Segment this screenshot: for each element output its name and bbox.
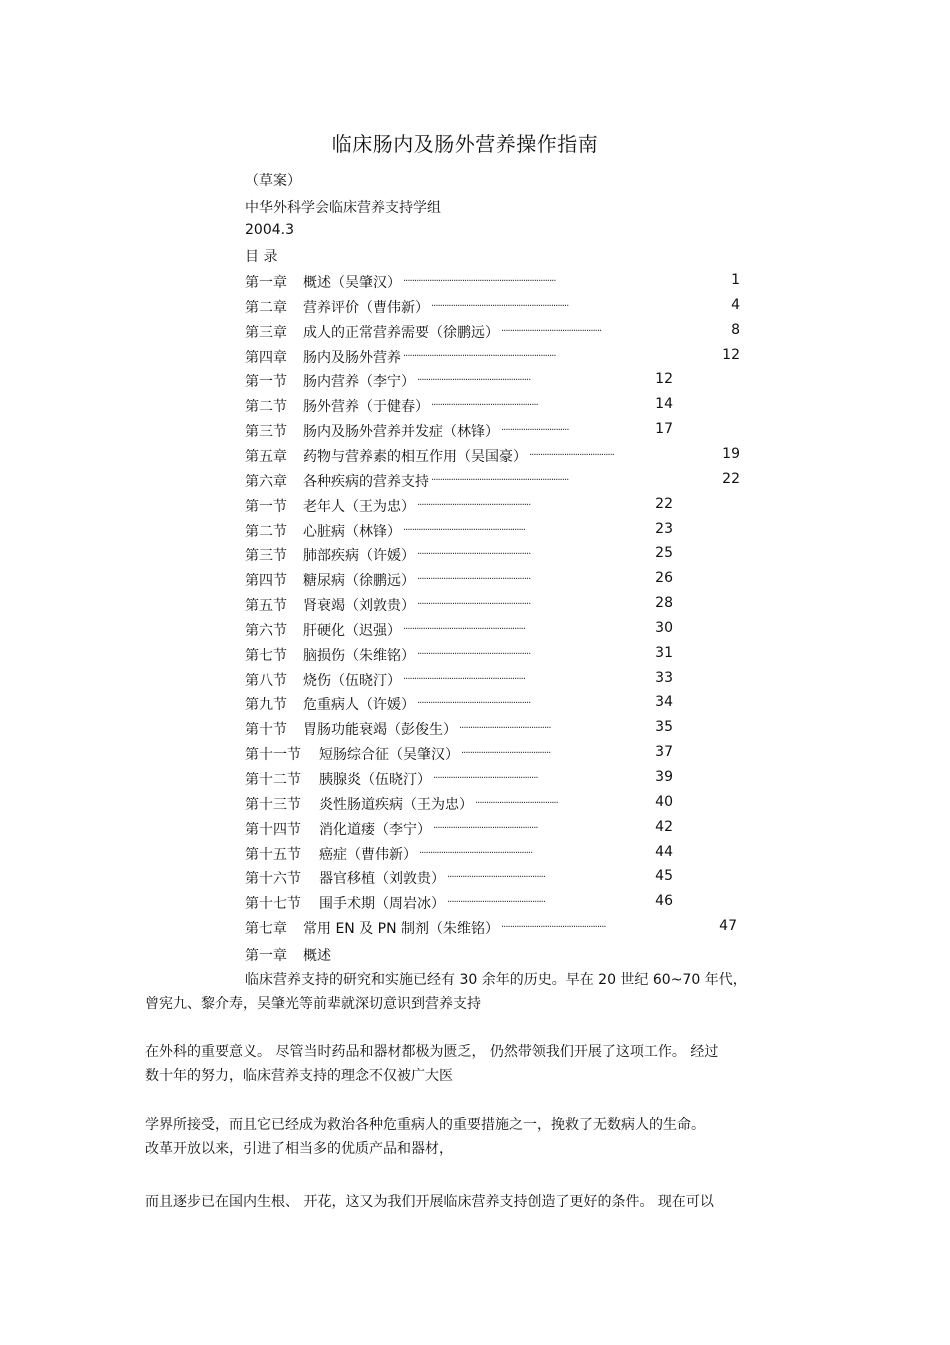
toc-entry-title: 老年人（王为忠） (303, 498, 415, 515)
toc-entry-page: 46 (655, 893, 673, 910)
toc-entry-number: 第三节 (245, 424, 287, 441)
toc-entry-page: 22 (655, 495, 673, 512)
document-date: 2004.3 (245, 222, 294, 238)
toc-leader-dots: ······························································· (431, 474, 569, 486)
draft-label: （草案） (245, 173, 301, 189)
toc-entry-page: 14 (655, 396, 673, 413)
toc-leader-dots: ···················································· (417, 549, 531, 561)
toc-entry-number: 第五节 (245, 598, 287, 615)
paragraph-line: 曾宪九、黎介寿，吴肇光等前辈就深切意识到营养支持 (145, 996, 481, 1012)
toc-entry-title: 糖尿病（徐鹏远） (303, 573, 415, 590)
toc-entry-title: 短肠综合征（吴肇汉） (319, 747, 459, 764)
toc-entry-title: 肾衰竭（刘敦贵） (303, 598, 415, 615)
paragraph-line: 而且逐步已在国内生根、 开花，这又为我们开展临床营养支持创造了更好的条件。 现在可以 (145, 1194, 714, 1210)
toc-leader-dots: ···················································· (417, 499, 531, 511)
toc-entry-number: 第八节 (245, 672, 287, 689)
toc-entry-number: 第二节 (245, 399, 287, 416)
toc-leader-dots: ···················································· (417, 599, 531, 611)
toc-entry-title: 肝硬化（迟强） (303, 622, 401, 639)
toc-entry-number: 第二节 (245, 523, 287, 540)
toc-entry-page: 35 (655, 719, 673, 736)
toc-entry-page: 8 (731, 321, 740, 338)
toc-leader-dots: ···················································· (417, 375, 531, 387)
toc-entry-title: 肠内及肠外营养并发症（林锋） (303, 424, 499, 441)
toc-entry-page: 42 (655, 818, 673, 835)
toc-entry-number: 第七章 (245, 921, 287, 938)
toc-entry-title: 脑损伤（朱维铭） (303, 647, 415, 664)
toc-entry-title: 癌症（曹伟新） (319, 846, 417, 863)
toc-leader-dots: ························································ (403, 673, 526, 685)
toc-leader-dots: ························································ (403, 524, 526, 536)
toc-entry-page: 22 (722, 470, 740, 487)
toc-leader-dots: ·············································· (501, 325, 602, 337)
toc-entry-title: 各种疾病的营养支持 (303, 473, 429, 490)
toc-leader-dots: ················································ (501, 922, 606, 934)
toc-entry-number: 第二章 (245, 299, 287, 316)
toc-leader-dots: ················································· (431, 400, 538, 412)
toc-entry-number: 第十二节 (245, 772, 301, 788)
organization: 中华外科学会临床营养支持学组 (245, 200, 441, 216)
toc-entry-page: 17 (655, 421, 673, 438)
toc-entry-page: 44 (655, 843, 673, 860)
toc-leader-dots: ························································ (403, 623, 526, 635)
toc-leader-dots: ········································· (461, 748, 551, 760)
toc-entry-number: 第六章 (245, 473, 287, 490)
toc-entry-title: 炎性肠道疾病（王为忠） (319, 796, 473, 813)
toc-leader-dots: ················································ (433, 822, 538, 834)
toc-entry-title: 肠内及肠外营养 (303, 349, 401, 366)
toc-entry-page: 12 (722, 346, 740, 363)
toc-entry-number: 第九节 (245, 697, 287, 714)
toc-leader-dots: ······································································ (403, 276, 556, 287)
toc-entry-number: 第一节 (245, 374, 287, 391)
toc-entry-number: 第一节 (245, 498, 287, 515)
toc-entry-page: 28 (655, 595, 673, 612)
toc-entry-page: 39 (655, 769, 673, 785)
toc-entry-page: 34 (655, 694, 673, 711)
toc-entry-title: 肠外营养（于健春） (303, 399, 429, 416)
toc-entry-number: 第七节 (245, 647, 287, 664)
toc-entry-page: 40 (655, 793, 673, 810)
toc-leader-dots: ················································ (433, 773, 538, 784)
toc-entry-title: 危重病人（许媛） (303, 697, 415, 714)
section-number: 第一章 (245, 948, 287, 964)
toc-entry-number: 第四节 (245, 573, 287, 590)
toc-entry-page: 31 (655, 644, 673, 661)
toc-entry-page: 47 (719, 918, 737, 935)
toc-entry-number: 第四章 (245, 349, 287, 366)
body-paragraphs (145, 1190, 810, 1214)
paragraph-line: 数十年的努力，临床营养支持的理念不仅被广大医 (145, 1068, 453, 1084)
toc-leader-dots: ···················································· (417, 574, 531, 586)
toc-entry-page: 30 (655, 619, 673, 636)
toc-leader-dots: ·········································· (459, 723, 551, 735)
paragraph-line: 学界所接受，而且它已经成为救治各种危重病人的重要措施之一，挽救了无数病人的生命。 (145, 1117, 705, 1133)
toc-entry-number: 第五章 (245, 448, 287, 465)
toc-entry-number: 第十节 (245, 722, 287, 739)
toc-heading: 目 录 (245, 249, 278, 265)
toc-entry-title: 常用 EN 及 PN 制剂（朱维铭） (303, 921, 500, 938)
toc-entry-number: 第十一节 (245, 747, 301, 764)
toc-leader-dots: ···················································· (417, 648, 531, 660)
toc-entry-title: 心脏病（林锋） (303, 523, 401, 540)
section-title: 概述 (303, 948, 331, 964)
toc-entry-page: 45 (655, 868, 673, 885)
toc-entry-title: 药物与营养素的相互作用（吴国豪） (303, 448, 527, 465)
body-paragraphs (145, 1040, 810, 1088)
toc-entry-page: 26 (655, 570, 673, 587)
toc-entry-title: 营养评价（曹伟新） (303, 299, 429, 316)
toc-leader-dots: ······································································ (403, 350, 556, 362)
toc-leader-dots: ······························· (501, 425, 569, 437)
toc-entry-number: 第一章 (245, 275, 287, 291)
toc-entry-number: 第十六节 (245, 871, 301, 888)
paragraph-line: 临床营养支持的研究和实施已经有 30 余年的历史。早在 20 世纪 60~70 年代， (245, 972, 747, 988)
toc-leader-dots: ······································· (529, 449, 614, 461)
toc-entry-number: 第十七节 (245, 896, 301, 913)
toc-entry-page: 19 (722, 445, 740, 462)
toc-entry-title: 成人的正常营养需要（徐鹏远） (303, 324, 499, 341)
toc-entry-page: 4 (731, 296, 740, 313)
toc-leader-dots: ············································· (447, 872, 546, 884)
toc-entry-title: 肺部疾病（许媛） (303, 548, 415, 565)
body-paragraphs (145, 1113, 810, 1161)
toc-entry-page: 23 (655, 520, 673, 537)
toc-leader-dots: ······································ (475, 797, 558, 809)
body-paragraphs (145, 968, 810, 1016)
toc-entry-title: 概述（吴肇汉） (303, 275, 401, 291)
toc-entry-page: 25 (655, 545, 673, 562)
toc-leader-dots: ······························································· (431, 300, 569, 312)
toc-entry-title: 胃肠功能衰竭（彭俊生） (303, 722, 457, 739)
toc-entry-title: 消化道瘘（李宁） (319, 821, 431, 838)
toc-entry-number: 第三节 (245, 548, 287, 565)
document-title: 临床肠内及肠外营养操作指南 (331, 132, 599, 156)
toc-entry-title: 肠内营养（李宁） (303, 374, 415, 391)
toc-entry-number: 第十四节 (245, 821, 301, 838)
toc-entry-page: 12 (655, 371, 673, 388)
toc-entry-number: 第十三节 (245, 796, 301, 813)
toc-leader-dots: ············································· (447, 897, 546, 909)
toc-entry-title: 器官移植（刘敦贵） (319, 871, 445, 888)
toc-entry-number: 第六节 (245, 622, 287, 639)
toc-entry-page: 33 (655, 669, 673, 686)
toc-leader-dots: ···················································· (417, 698, 531, 710)
toc-leader-dots: ···················································· (419, 847, 533, 859)
toc-entry-number: 第十五节 (245, 846, 301, 863)
toc-entry-title: 烧伤（伍晓汀） (303, 672, 401, 689)
toc-entry-number: 第三章 (245, 324, 287, 341)
toc-entry-page: 37 (655, 744, 673, 761)
paragraph-line: 改革开放以来，引进了相当多的优质产品和器材， (145, 1141, 453, 1157)
toc-entry-page: 1 (731, 272, 740, 288)
paragraph-line: 在外科的重要意义。 尽管当时药品和器材都极为匮乏， 仍然带领我们开展了这项工作。 经过 (145, 1044, 719, 1060)
toc-entry-title: 胰腺炎（伍晓汀） (319, 772, 431, 788)
toc-entry-title: 围手术期（周岩冰） (319, 896, 445, 913)
